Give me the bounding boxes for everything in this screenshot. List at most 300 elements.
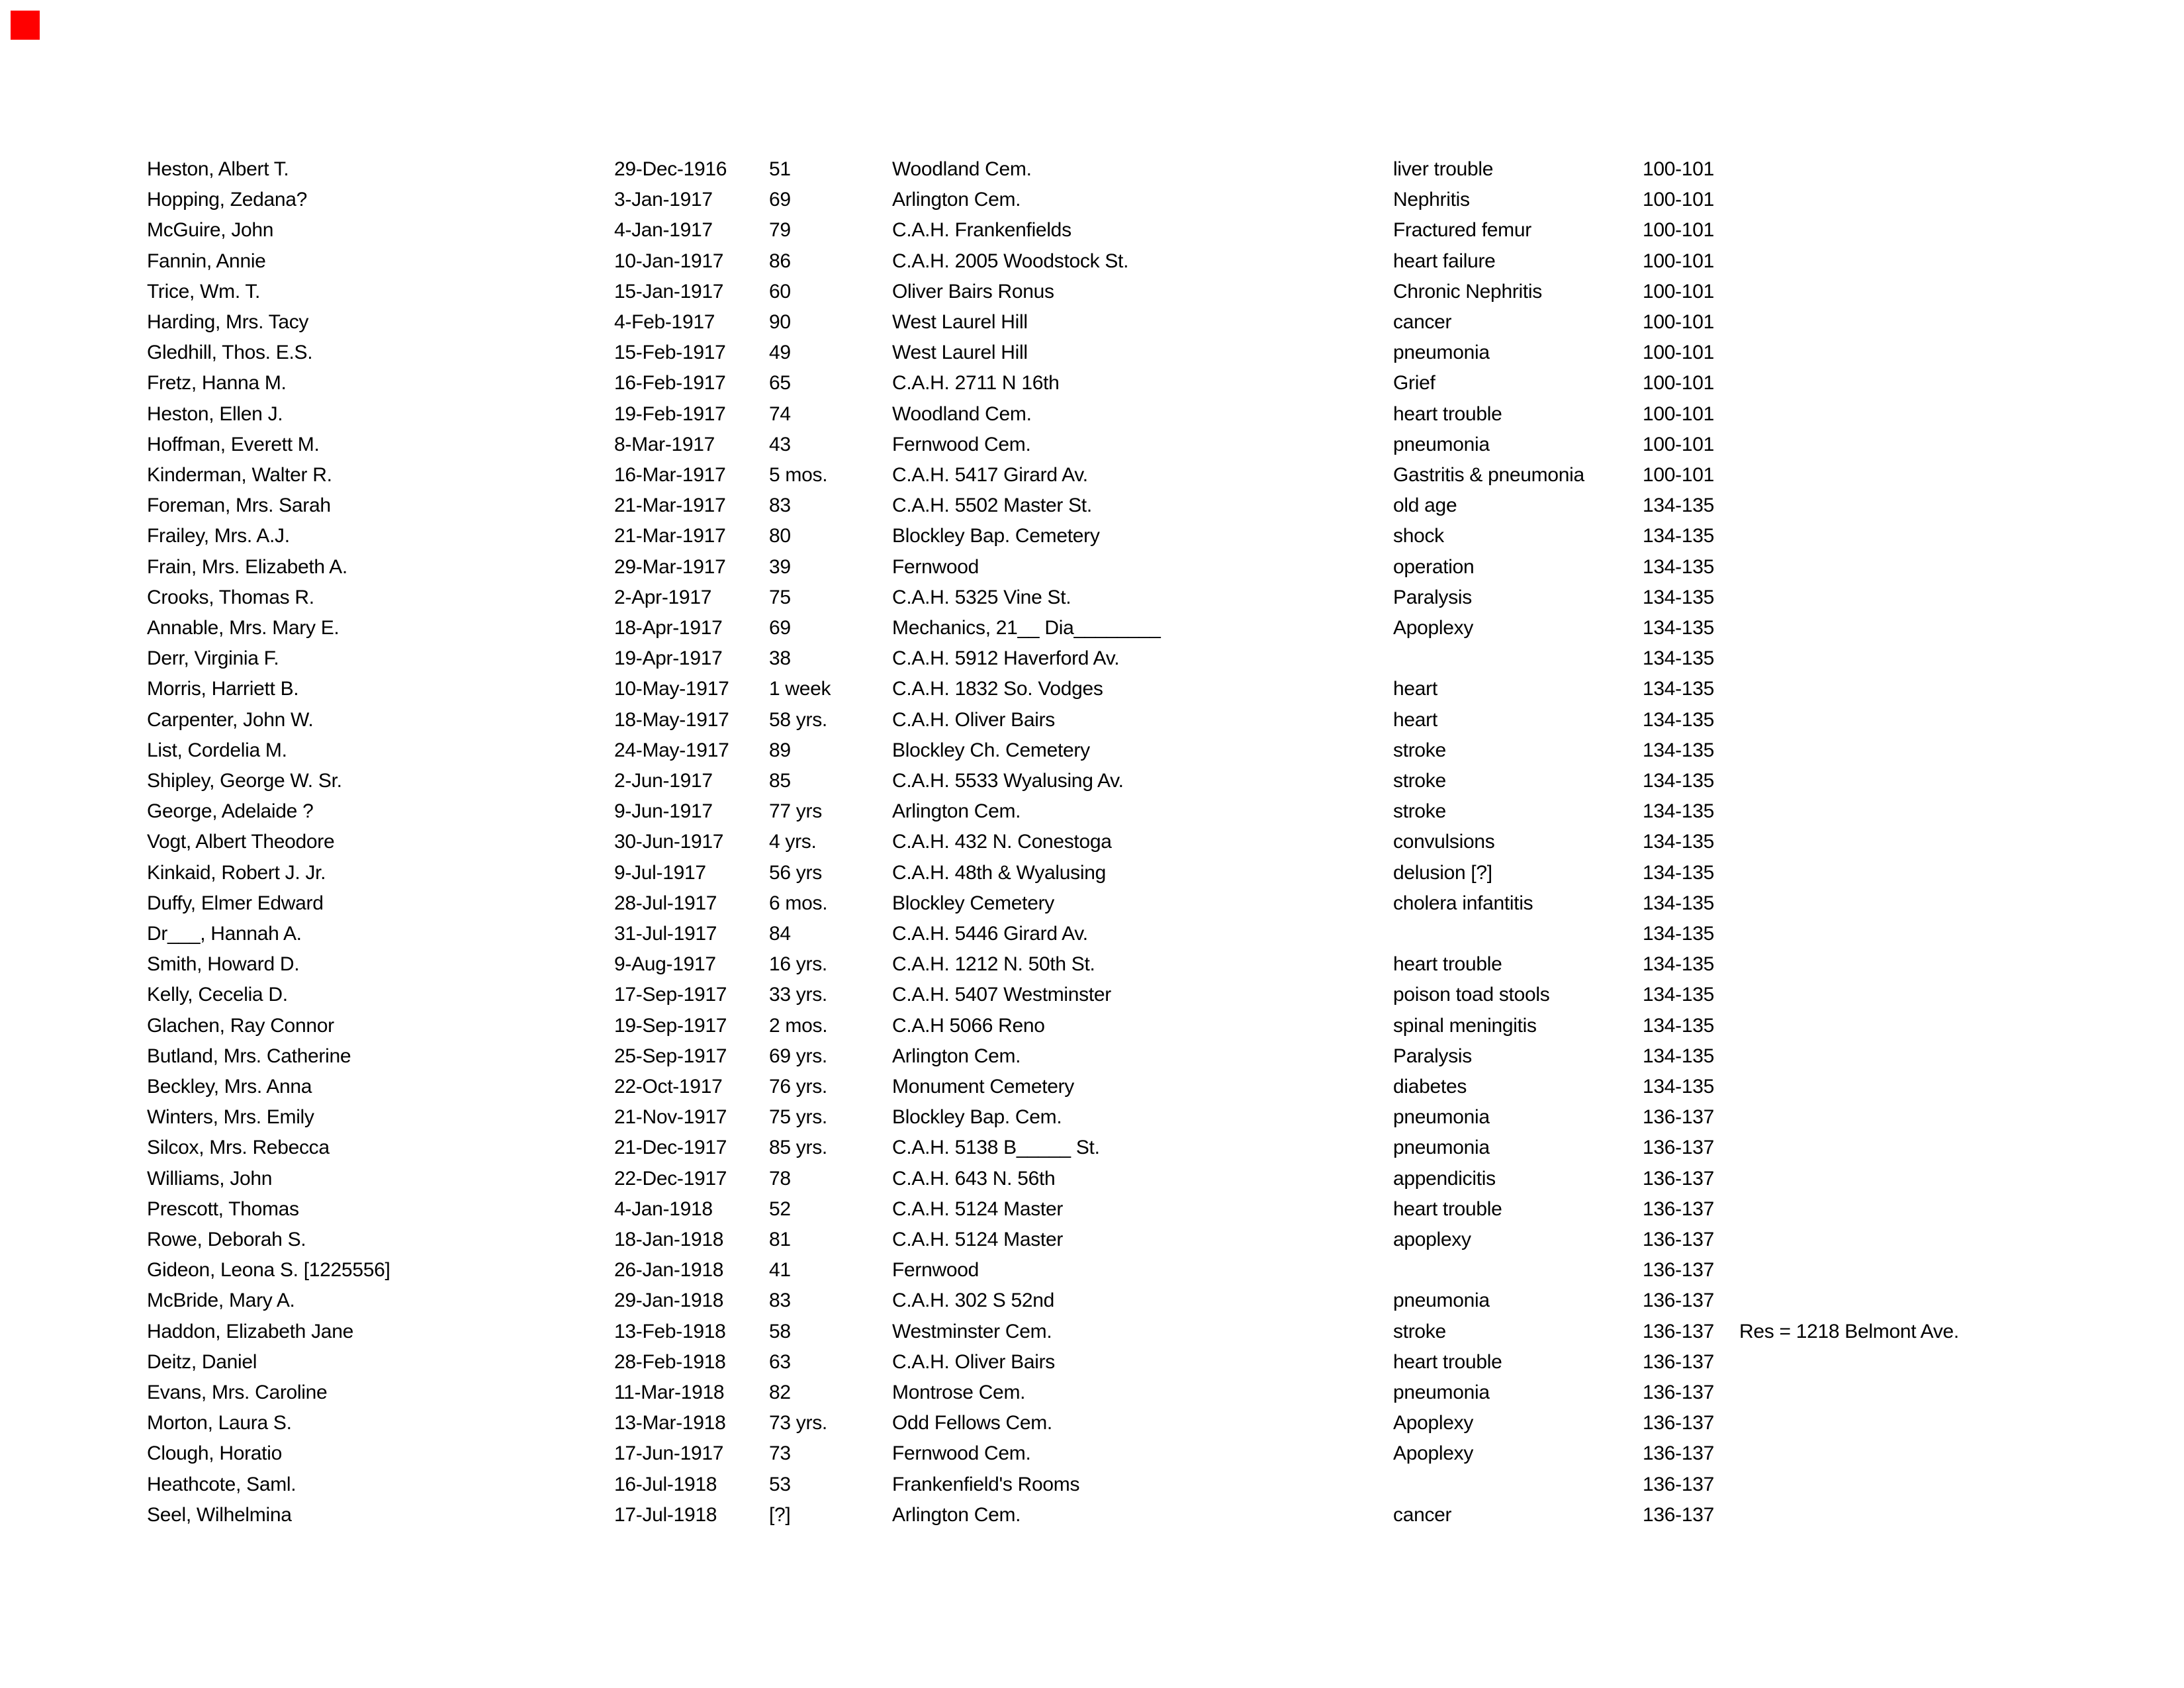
cause-cell: liver trouble <box>1393 158 1494 180</box>
place-cell: Blockley Bap. Cemetery <box>892 525 1100 547</box>
cause-cell: shock <box>1393 525 1444 547</box>
age-cell: 76 yrs. <box>769 1076 827 1098</box>
pages-cell: 136-137 <box>1643 1289 1714 1312</box>
age-cell: 41 <box>769 1259 791 1282</box>
name-cell: Smith, Howard D. <box>147 953 300 976</box>
table-row <box>0 1164 2184 1194</box>
date-cell: 17-Jul-1918 <box>614 1503 717 1526</box>
table-row <box>0 1225 2184 1255</box>
pages-cell: 134-135 <box>1643 494 1714 517</box>
age-cell: 65 <box>769 372 791 395</box>
age-cell: 69 <box>769 189 791 211</box>
cause-cell: heart failure <box>1393 250 1496 272</box>
name-cell: Beckley, Mrs. Anna <box>147 1076 312 1098</box>
age-cell: 84 <box>769 923 791 945</box>
age-cell: 85 yrs. <box>769 1137 827 1159</box>
date-cell: 24-May-1917 <box>614 739 729 761</box>
place-cell: Arlington Cem. <box>892 800 1021 823</box>
table-row <box>0 277 2184 307</box>
cause-cell: Paralysis <box>1393 586 1472 608</box>
table-row <box>0 1378 2184 1408</box>
date-cell: 18-Jan-1918 <box>614 1229 724 1250</box>
name-cell: Prescott, Thomas <box>147 1197 299 1220</box>
name-cell: Hopping, Zedana? <box>147 189 308 211</box>
place-cell: Frankenfield's Rooms <box>892 1473 1080 1495</box>
place-cell: C.A.H. 1212 N. 50th St. <box>892 953 1095 976</box>
age-cell: 58 yrs. <box>769 708 827 731</box>
cause-cell: pneumonia <box>1393 342 1490 364</box>
date-cell: 29-Dec-1916 <box>614 158 727 180</box>
name-cell: Gledhill, Thos. E.S. <box>147 342 313 364</box>
age-cell: 49 <box>769 342 791 364</box>
name-cell: Shipley, George W. Sr. <box>147 770 342 792</box>
table-row <box>0 766 2184 796</box>
pages-cell: 134-135 <box>1643 831 1714 853</box>
pages-cell: 136-137 <box>1643 1412 1714 1434</box>
pages-cell: 136-137 <box>1643 1503 1714 1526</box>
cause-cell: cancer <box>1393 311 1452 333</box>
cause-cell: Chronic Nephritis <box>1393 280 1542 303</box>
age-cell: 51 <box>769 158 791 180</box>
name-cell: Dr___, Hannah A. <box>147 923 302 945</box>
name-cell: Butland, Mrs. Catherine <box>147 1045 351 1067</box>
name-cell: Winters, Mrs. Emily <box>147 1106 314 1129</box>
date-cell: 29-Jan-1918 <box>614 1289 724 1312</box>
place-cell: Arlington Cem. <box>892 1045 1021 1067</box>
pages-cell: 136-137 <box>1643 1473 1714 1495</box>
cause-cell: heart trouble <box>1393 1350 1502 1373</box>
cause-cell: heart <box>1393 708 1437 731</box>
date-cell: 21-Mar-1917 <box>614 525 726 547</box>
date-cell: 9-Aug-1917 <box>614 953 716 976</box>
table-row <box>0 1102 2184 1133</box>
name-cell: Fretz, Hanna M. <box>147 372 287 395</box>
pages-cell: 134-135 <box>1643 770 1714 792</box>
date-cell: 13-Feb-1918 <box>614 1320 726 1342</box>
date-cell: 16-Feb-1917 <box>614 372 726 395</box>
table-row <box>0 1011 2184 1041</box>
place-cell: Fernwood Cem. <box>892 433 1031 455</box>
place-cell: C.A.H. 5407 Westminster <box>892 984 1111 1006</box>
name-cell: Haddon, Elizabeth Jane <box>147 1320 353 1342</box>
place-cell: Oliver Bairs Ronus <box>892 280 1054 303</box>
table-row <box>0 827 2184 857</box>
name-cell: Morton, Laura S. <box>147 1412 292 1434</box>
place-cell: Westminster Cem. <box>892 1320 1052 1342</box>
name-cell: Gideon, Leona S. [1225556] <box>147 1259 390 1282</box>
age-cell: 85 <box>769 770 791 792</box>
table-row <box>0 154 2184 185</box>
name-cell: Clough, Horatio <box>147 1442 282 1465</box>
place-cell: Fernwood <box>892 1259 979 1282</box>
pages-cell: 100-101 <box>1643 280 1714 303</box>
cause-cell: Apoplexy <box>1393 617 1474 639</box>
age-cell: 75 yrs. <box>769 1106 827 1129</box>
pages-cell: 134-135 <box>1643 923 1714 945</box>
age-cell: 4 yrs. <box>769 831 817 853</box>
date-cell: 21-Mar-1917 <box>614 494 726 517</box>
age-cell: 74 <box>769 402 791 425</box>
cause-cell: Gastritis & pneumonia <box>1393 464 1584 486</box>
name-cell: George, Adelaide ? <box>147 800 314 823</box>
cause-cell: diabetes <box>1393 1076 1467 1098</box>
pages-cell: 134-135 <box>1643 861 1714 884</box>
cause-cell: old age <box>1393 494 1457 517</box>
cause-cell: operation <box>1393 555 1475 578</box>
age-cell: 39 <box>769 555 791 578</box>
pages-cell: 100-101 <box>1643 433 1714 455</box>
name-cell: Heston, Albert T. <box>147 158 289 180</box>
table-row <box>0 919 2184 949</box>
table-row <box>0 1133 2184 1163</box>
cause-cell: cancer <box>1393 1503 1452 1526</box>
table-row <box>0 583 2184 613</box>
pages-cell: 134-135 <box>1643 525 1714 547</box>
age-cell: 43 <box>769 433 791 455</box>
pages-cell: 100-101 <box>1643 342 1714 364</box>
cause-cell: stroke <box>1393 770 1446 792</box>
age-cell: 33 yrs. <box>769 984 827 1006</box>
date-cell: 21-Nov-1917 <box>614 1106 727 1129</box>
name-cell: List, Cordelia M. <box>147 739 287 761</box>
place-cell: Fernwood Cem. <box>892 1442 1031 1465</box>
date-cell: 19-Feb-1917 <box>614 402 726 425</box>
name-cell: Harding, Mrs. Tacy <box>147 311 309 333</box>
age-cell: 90 <box>769 311 791 333</box>
age-cell: 73 yrs. <box>769 1412 827 1434</box>
pages-cell: 134-135 <box>1643 586 1714 608</box>
pages-cell: 134-135 <box>1643 555 1714 578</box>
name-cell: Trice, Wm. T. <box>147 280 261 303</box>
place-cell: C.A.H. 5912 Haverford Av. <box>892 647 1120 670</box>
name-cell: Fannin, Annie <box>147 250 266 272</box>
table-row <box>0 888 2184 919</box>
table-row <box>0 399 2184 430</box>
pages-cell: 134-135 <box>1643 617 1714 639</box>
table-row <box>0 1286 2184 1316</box>
place-cell: C.A.H. 302 S 52nd <box>892 1289 1055 1312</box>
place-cell: C.A.H. 5325 Vine St. <box>892 586 1071 608</box>
cause-cell: Nephritis <box>1393 189 1470 211</box>
place-cell: C.A.H. 5417 Girard Av. <box>892 464 1088 486</box>
name-cell: Glachen, Ray Connor <box>147 1014 334 1037</box>
cause-cell: Paralysis <box>1393 1045 1472 1067</box>
date-cell: 15-Feb-1917 <box>614 342 726 364</box>
place-cell: C.A.H. 5533 Wyalusing Av. <box>892 770 1124 792</box>
table-row <box>0 1438 2184 1469</box>
name-cell: Silcox, Mrs. Rebecca <box>147 1137 330 1159</box>
age-cell: 75 <box>769 586 791 608</box>
pages-cell: 136-137 <box>1643 1106 1714 1129</box>
date-cell: 19-Sep-1917 <box>614 1014 727 1037</box>
name-cell: Hoffman, Everett M. <box>147 433 320 455</box>
cause-cell: Apoplexy <box>1393 1412 1474 1434</box>
cause-cell: pneumonia <box>1393 1137 1490 1159</box>
place-cell: Arlington Cem. <box>892 189 1021 211</box>
pages-cell: 100-101 <box>1643 372 1714 395</box>
place-cell: C.A.H. 48th & Wyalusing <box>892 861 1106 884</box>
table-row <box>0 1408 2184 1438</box>
name-cell: Kinkaid, Robert J. Jr. <box>147 861 326 884</box>
date-cell: 4-Feb-1917 <box>614 311 715 333</box>
table-row <box>0 430 2184 460</box>
place-cell: C.A.H. 432 N. Conestoga <box>892 831 1112 853</box>
cause-cell: pneumonia <box>1393 1289 1490 1312</box>
pages-cell: 136-137 <box>1643 1167 1714 1190</box>
cause-cell: pneumonia <box>1393 433 1490 455</box>
age-cell: 60 <box>769 280 791 303</box>
table-row <box>0 674 2184 704</box>
pages-cell: 100-101 <box>1643 250 1714 272</box>
age-cell: 83 <box>769 494 791 517</box>
name-cell: Foreman, Mrs. Sarah <box>147 494 331 517</box>
place-cell: Woodland Cem. <box>892 158 1032 180</box>
date-cell: 18-May-1917 <box>614 708 729 731</box>
table-row <box>0 643 2184 674</box>
table-row <box>0 705 2184 735</box>
pages-cell: 134-135 <box>1643 739 1714 761</box>
pages-cell: 134-135 <box>1643 1045 1714 1067</box>
cause-cell: stroke <box>1393 739 1446 761</box>
name-cell: Duffy, Elmer Edward <box>147 892 324 914</box>
table-row <box>0 1041 2184 1072</box>
name-cell: Frain, Mrs. Elizabeth A. <box>147 555 347 578</box>
pages-cell: 136-137 <box>1643 1320 1714 1342</box>
date-cell: 16-Mar-1917 <box>614 464 726 486</box>
cause-cell: Apoplexy <box>1393 1442 1474 1465</box>
date-cell: 10-Jan-1917 <box>614 250 724 272</box>
pages-cell: 100-101 <box>1643 402 1714 425</box>
age-cell: 73 <box>769 1442 791 1465</box>
cause-cell: pneumonia <box>1393 1382 1490 1403</box>
date-cell: 4-Jan-1917 <box>614 219 713 242</box>
table-row <box>0 552 2184 583</box>
name-cell: Rowe, Deborah S. <box>147 1229 306 1250</box>
date-cell: 8-Mar-1917 <box>614 433 715 455</box>
name-cell: Kinderman, Walter R. <box>147 464 332 486</box>
cause-cell: poison toad stools <box>1393 984 1550 1006</box>
table-row <box>0 613 2184 643</box>
place-cell: Fernwood <box>892 555 979 578</box>
pages-cell: 100-101 <box>1643 464 1714 486</box>
pages-cell: 100-101 <box>1643 219 1714 242</box>
table-row <box>0 980 2184 1010</box>
age-cell: 1 week <box>769 678 831 700</box>
place-cell: C.A.H. Oliver Bairs <box>892 708 1056 731</box>
pages-cell: 136-137 <box>1643 1259 1714 1282</box>
note-cell: Res = 1218 Belmont Ave. <box>1739 1320 1959 1342</box>
table-row <box>0 368 2184 399</box>
date-cell: 28-Jul-1917 <box>614 892 717 914</box>
place-cell: C.A.H. Frankenfields <box>892 219 1071 242</box>
place-cell: Monument Cemetery <box>892 1076 1075 1098</box>
cause-cell: pneumonia <box>1393 1106 1490 1129</box>
name-cell: Seel, Wilhelmina <box>147 1503 292 1526</box>
date-cell: 2-Apr-1917 <box>614 586 712 608</box>
age-cell: 69 <box>769 617 791 639</box>
place-cell: Woodland Cem. <box>892 402 1032 425</box>
table-row <box>0 307 2184 338</box>
name-cell: McGuire, John <box>147 219 274 242</box>
age-cell: 63 <box>769 1350 791 1373</box>
table-row <box>0 521 2184 551</box>
place-cell: C.A.H 5066 Reno <box>892 1014 1045 1037</box>
place-cell: C.A.H. 5446 Girard Av. <box>892 923 1088 945</box>
pages-cell: 136-137 <box>1643 1229 1714 1250</box>
pages-cell: 136-137 <box>1643 1137 1714 1159</box>
age-cell: 77 yrs <box>769 800 822 823</box>
date-cell: 22-Dec-1917 <box>614 1167 727 1190</box>
pages-cell: 136-137 <box>1643 1442 1714 1465</box>
cause-cell: heart trouble <box>1393 402 1502 425</box>
name-cell: Heston, Ellen J. <box>147 402 283 425</box>
date-cell: 29-Mar-1917 <box>614 555 726 578</box>
date-cell: 21-Dec-1917 <box>614 1137 727 1159</box>
name-cell: Annable, Mrs. Mary E. <box>147 617 340 639</box>
name-cell: Kelly, Cecelia D. <box>147 984 288 1006</box>
place-cell: West Laurel Hill <box>892 342 1028 364</box>
table-row <box>0 215 2184 246</box>
cause-cell: convulsions <box>1393 831 1495 853</box>
table-row <box>0 1072 2184 1102</box>
place-cell: Mechanics, 21__ Dia________ <box>892 617 1161 639</box>
place-cell: C.A.H. 2005 Woodstock St. <box>892 250 1129 272</box>
age-cell: 56 yrs <box>769 861 822 884</box>
table-row <box>0 1317 2184 1347</box>
table-row <box>0 185 2184 215</box>
pages-cell: 136-137 <box>1643 1382 1714 1403</box>
date-cell: 17-Sep-1917 <box>614 984 727 1006</box>
age-cell: 78 <box>769 1167 791 1190</box>
age-cell: 89 <box>769 739 791 761</box>
place-cell: Blockley Ch. Cemetery <box>892 739 1090 761</box>
place-cell: West Laurel Hill <box>892 311 1028 333</box>
pages-cell: 100-101 <box>1643 189 1714 211</box>
place-cell: C.A.H. 643 N. 56th <box>892 1167 1056 1190</box>
name-cell: Williams, John <box>147 1167 273 1190</box>
age-cell: 79 <box>769 219 791 242</box>
age-cell: 5 mos. <box>769 464 828 486</box>
date-cell: 17-Jun-1917 <box>614 1442 724 1465</box>
cause-cell: stroke <box>1393 1320 1446 1342</box>
name-cell: Crooks, Thomas R. <box>147 586 314 608</box>
place-cell: C.A.H. 5124 Master <box>892 1229 1064 1250</box>
age-cell: 83 <box>769 1289 791 1312</box>
date-cell: 30-Jun-1917 <box>614 831 724 853</box>
date-cell: 3-Jan-1917 <box>614 189 713 211</box>
table-row <box>0 1470 2184 1500</box>
pages-cell: 134-135 <box>1643 953 1714 976</box>
age-cell: [?] <box>769 1503 791 1526</box>
age-cell: 69 yrs. <box>769 1045 827 1067</box>
date-cell: 9-Jul-1917 <box>614 861 706 884</box>
age-cell: 86 <box>769 250 791 272</box>
table-row <box>0 460 2184 491</box>
date-cell: 9-Jun-1917 <box>614 800 713 823</box>
table-row <box>0 1255 2184 1286</box>
age-cell: 82 <box>769 1382 791 1403</box>
table-row <box>0 1194 2184 1225</box>
table-row <box>0 246 2184 277</box>
pages-cell: 100-101 <box>1643 158 1714 180</box>
place-cell: C.A.H. 5502 Master St. <box>892 494 1092 517</box>
date-cell: 13-Mar-1918 <box>614 1412 726 1434</box>
pages-cell: 134-135 <box>1643 708 1714 731</box>
date-cell: 15-Jan-1917 <box>614 280 724 303</box>
date-cell: 11-Mar-1918 <box>614 1382 725 1403</box>
cause-cell: delusion [?] <box>1393 861 1492 884</box>
table-row <box>0 338 2184 368</box>
pages-cell: 136-137 <box>1643 1350 1714 1373</box>
date-cell: 16-Jul-1918 <box>614 1473 717 1495</box>
age-cell: 2 mos. <box>769 1014 828 1037</box>
place-cell: Arlington Cem. <box>892 1503 1021 1526</box>
age-cell: 53 <box>769 1473 791 1495</box>
date-cell: 10-May-1917 <box>614 678 729 700</box>
table-row <box>0 1500 2184 1530</box>
cause-cell: Fractured femur <box>1393 219 1531 242</box>
age-cell: 58 <box>769 1320 791 1342</box>
cause-cell: apoplexy <box>1393 1229 1471 1250</box>
date-cell: 25-Sep-1917 <box>614 1045 727 1067</box>
place-cell: Blockley Cemetery <box>892 892 1054 914</box>
date-cell: 18-Apr-1917 <box>614 617 723 639</box>
pages-cell: 134-135 <box>1643 800 1714 823</box>
name-cell: Heathcote, Saml. <box>147 1473 296 1495</box>
name-cell: Deitz, Daniel <box>147 1350 257 1373</box>
table-row <box>0 949 2184 980</box>
name-cell: Frailey, Mrs. A.J. <box>147 525 290 547</box>
pages-cell: 134-135 <box>1643 647 1714 670</box>
age-cell: 52 <box>769 1197 791 1220</box>
cause-cell: appendicitis <box>1393 1167 1496 1190</box>
date-cell: 19-Apr-1917 <box>614 647 723 670</box>
place-cell: C.A.H. 2711 N 16th <box>892 372 1060 395</box>
pages-cell: 134-135 <box>1643 678 1714 700</box>
cause-cell: heart trouble <box>1393 953 1502 976</box>
place-cell: Montrose Cem. <box>892 1382 1026 1403</box>
place-cell: C.A.H. 1832 So. Vodges <box>892 678 1103 700</box>
date-cell: 31-Jul-1917 <box>614 923 717 945</box>
pages-cell: 134-135 <box>1643 1014 1714 1037</box>
cause-cell: heart <box>1393 678 1437 700</box>
cause-cell: Grief <box>1393 372 1435 395</box>
table-row <box>0 796 2184 827</box>
age-cell: 80 <box>769 525 791 547</box>
cause-cell: heart trouble <box>1393 1197 1502 1220</box>
cause-cell: stroke <box>1393 800 1446 823</box>
name-cell: Evans, Mrs. Caroline <box>147 1382 328 1403</box>
cause-cell: cholera infantitis <box>1393 892 1533 914</box>
name-cell: Derr, Virginia F. <box>147 647 279 670</box>
cause-cell: spinal meningitis <box>1393 1014 1537 1037</box>
age-cell: 16 yrs. <box>769 953 827 976</box>
table-row <box>0 491 2184 521</box>
name-cell: Vogt, Albert Theodore <box>147 831 335 853</box>
name-cell: Morris, Harriett B. <box>147 678 299 700</box>
table-row <box>0 735 2184 766</box>
date-cell: 26-Jan-1918 <box>614 1259 724 1282</box>
place-cell: Odd Fellows Cem. <box>892 1412 1052 1434</box>
date-cell: 22-Oct-1917 <box>614 1076 723 1098</box>
table-row <box>0 1347 2184 1378</box>
place-cell: C.A.H. 5124 Master <box>892 1197 1064 1220</box>
pages-cell: 136-137 <box>1643 1197 1714 1220</box>
date-cell: 2-Jun-1917 <box>614 770 713 792</box>
pages-cell: 134-135 <box>1643 1076 1714 1098</box>
age-cell: 6 mos. <box>769 892 828 914</box>
date-cell: 4-Jan-1918 <box>614 1197 713 1220</box>
